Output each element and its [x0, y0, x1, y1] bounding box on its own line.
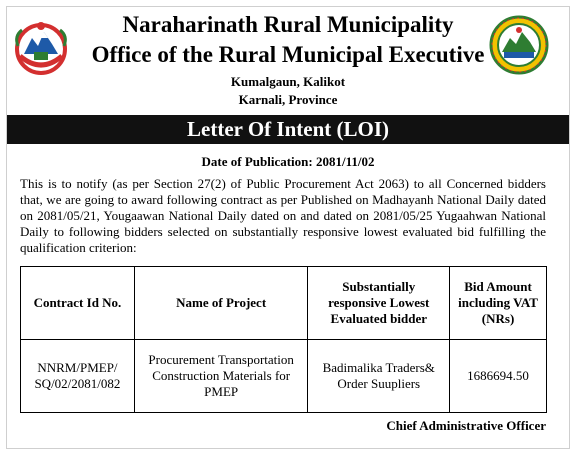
municipality-name: Naraharinath Rural Municipality: [122, 12, 454, 37]
notice-body-text: This is to notify (as per Section 27(2) of Public Procurement Act 2063) to all Concerned bidders that, we are going to award following contract as per Published on Madhayanh National Daily dated on 2081/05/21, Yougaawan National Daily dated on and dated on 2081/05/25 Yugaahwan National Daily to following bidders selected on substantially responsive lowest evaluated bid fulfilling the qualification criterion:: [20, 176, 546, 255]
address-line-2: Karnali, Province: [238, 92, 338, 107]
header-bidder: Substantially responsive Lowest Evaluated bidder: [308, 267, 450, 340]
cell-bidder: Badimalika Traders& Order Suupliers: [308, 340, 450, 413]
table-header-row: [21, 267, 547, 340]
award-table: [20, 266, 547, 413]
loi-title-banner: Letter Of Intent (LOI): [7, 115, 569, 144]
header-project-name: Name of Project: [134, 267, 308, 340]
signatory-title: Chief Administrative Officer: [386, 418, 546, 433]
cell-bid-amount: 1686694.50: [450, 340, 547, 413]
cell-contract-id: NNRM/PMEP/ SQ/02/2081/082: [21, 340, 135, 413]
header-contract-id: Contract Id No.: [21, 267, 135, 340]
cell-project-name: Procurement Transportation Construction Materials for PMEP: [134, 340, 308, 413]
table-row: [21, 340, 547, 413]
header-bid-amount: Bid Amount including VAT (NRs): [450, 267, 547, 340]
publication-date: Date of Publication: 2081/11/02: [201, 154, 375, 169]
office-name: Office of the Rural Municipal Executive: [91, 42, 485, 67]
address-line-1: Kumalgaun, Kalikot: [230, 74, 346, 89]
